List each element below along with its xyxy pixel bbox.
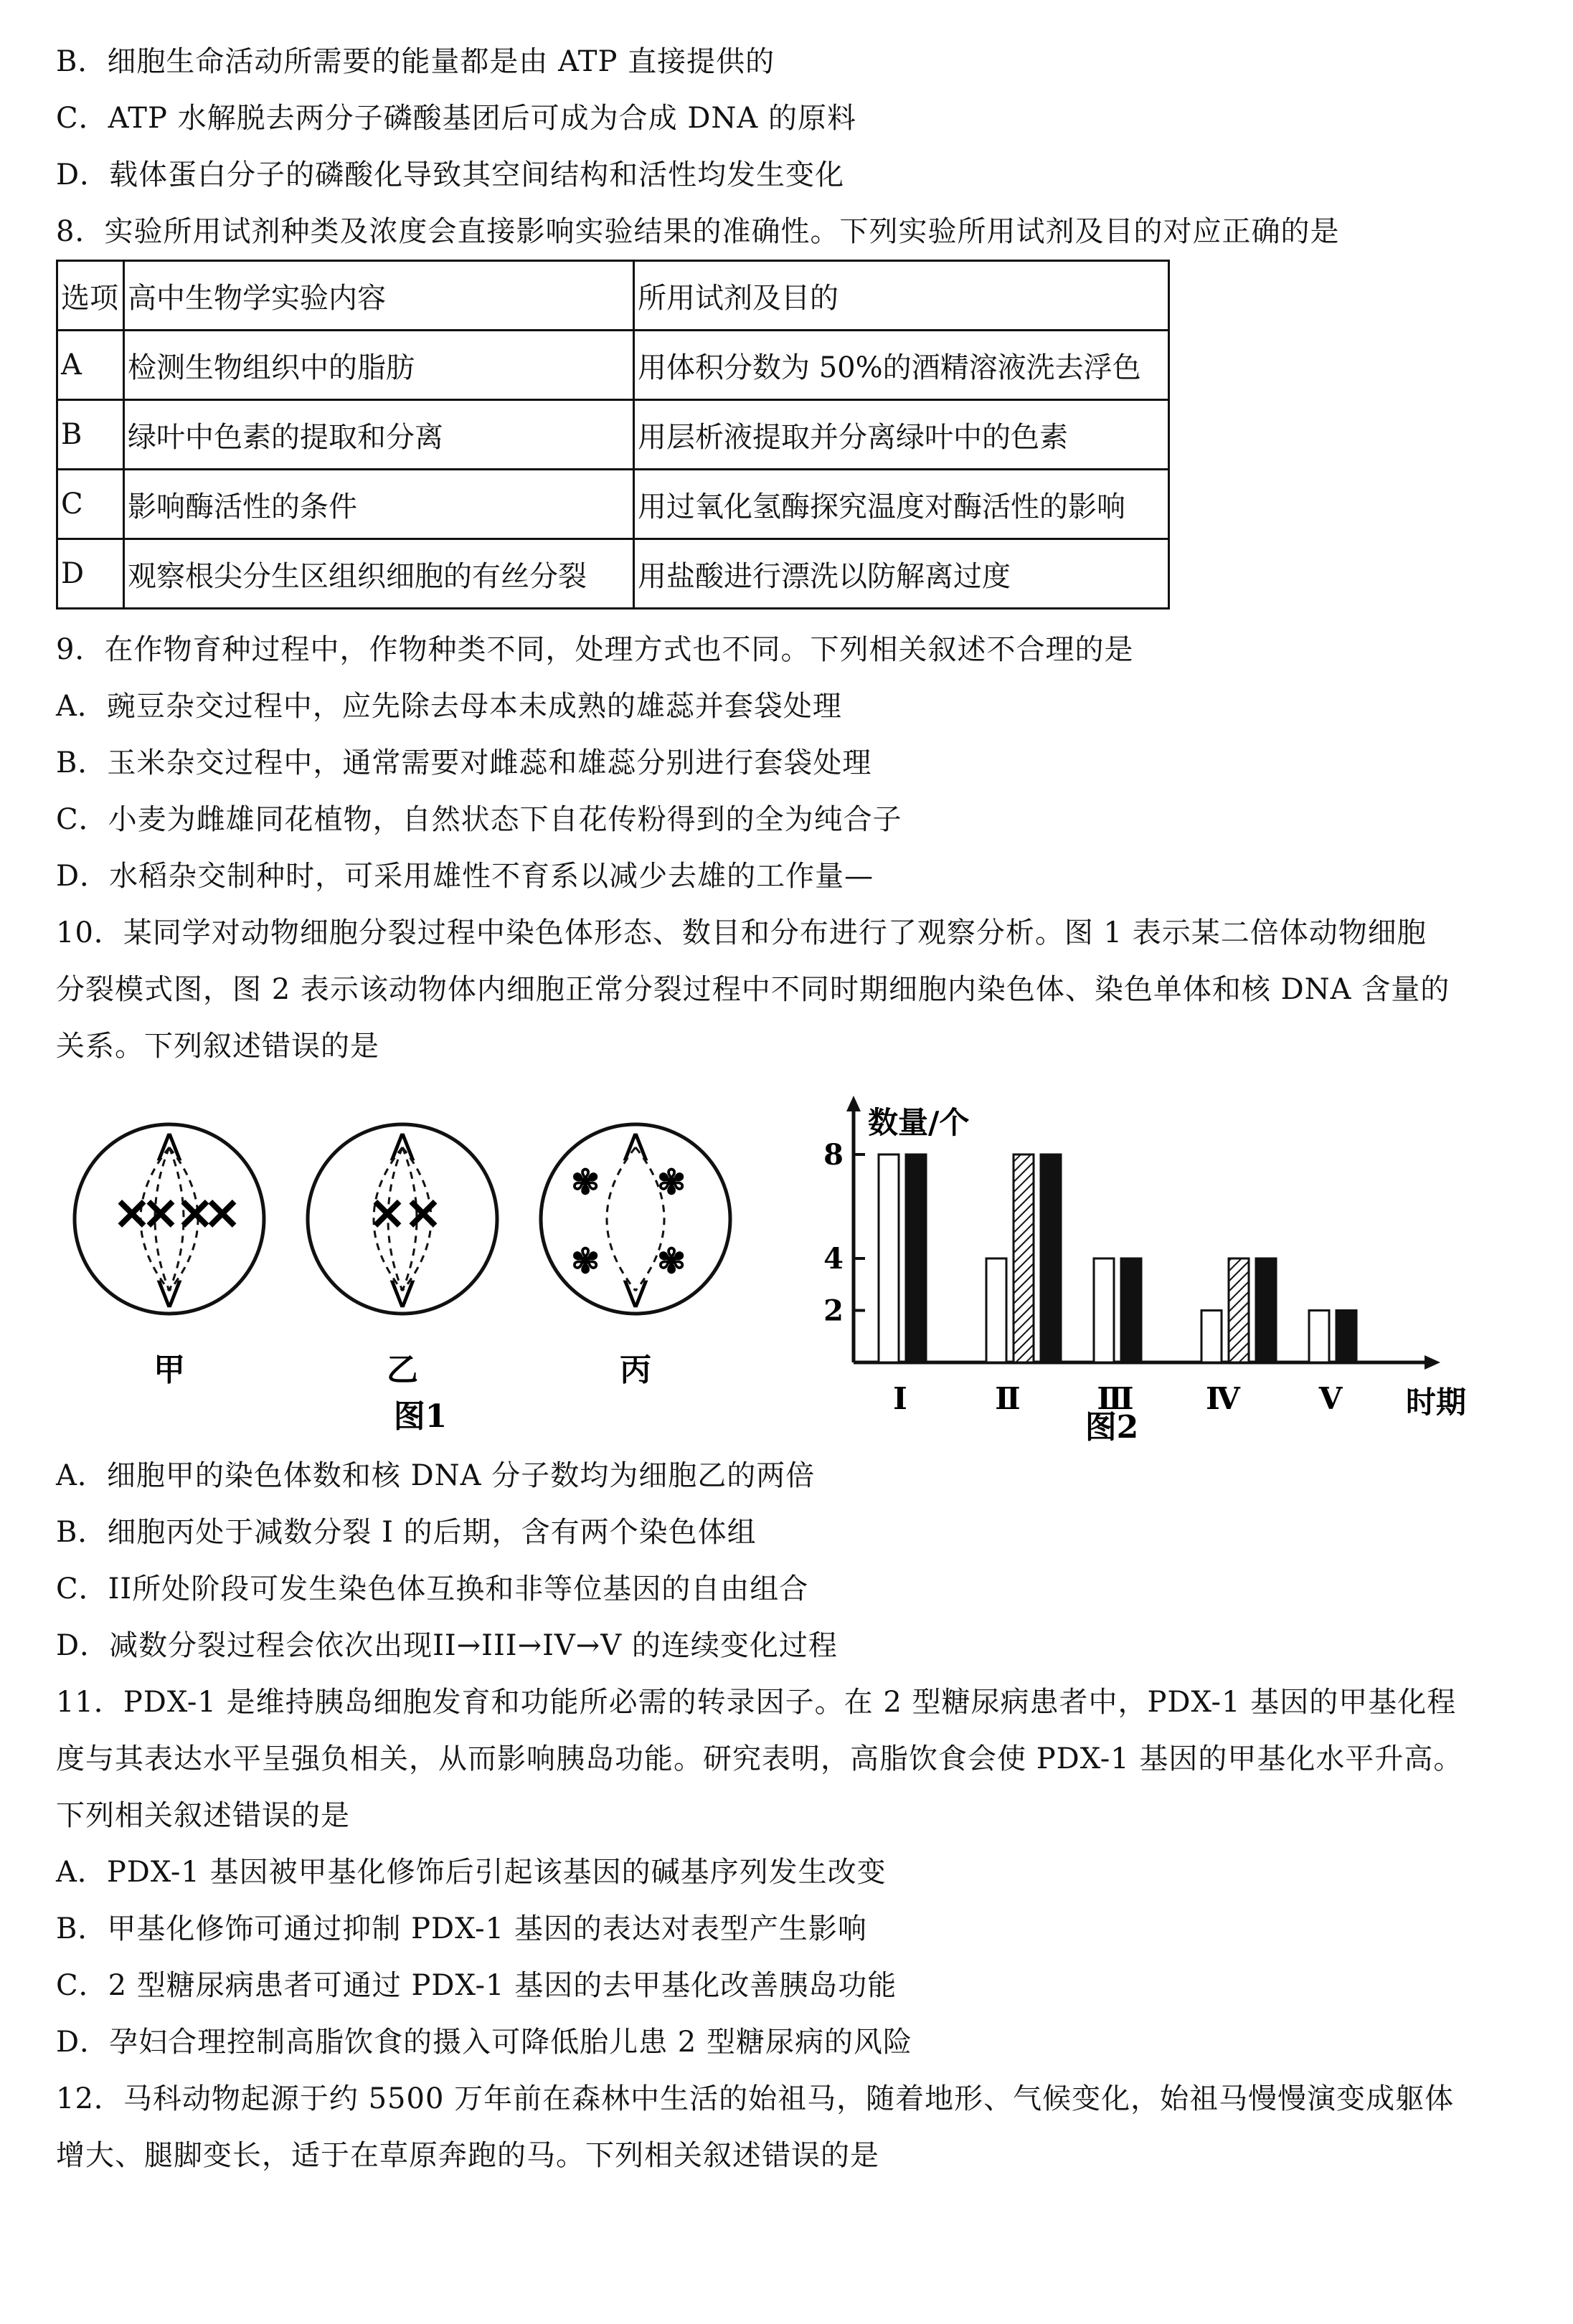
q11-stem-line: 11．PDX-1 是维持胰岛细胞发育和功能所必需的转录因子。在 2 型糖尿病患者中，PDX-1 基因的甲基化程 xyxy=(56,1686,1457,1719)
table-cell: 影响酶活性的条件 xyxy=(124,470,634,539)
svg-text:✕: ✕ xyxy=(204,1188,241,1241)
bar-white xyxy=(1094,1258,1114,1362)
table-cell: 用过氧化氢酶探究温度对酶活性的影响 xyxy=(634,470,1169,539)
table-header-row xyxy=(57,261,1169,331)
svg-text:✾: ✾ xyxy=(571,1241,600,1281)
y-tick-label: 2 xyxy=(823,1294,844,1328)
q9-stem: 9．在作物育种过程中，作物种类不同，处理方式也不同。下列相关叙述不合理的是 xyxy=(56,633,1134,666)
q10-stem-line: 关系。下列叙述错误的是 xyxy=(56,1030,379,1063)
q12-stem-line: 12．马科动物起源于约 5500 万年前在森林中生活的始祖马，随着地形、气候变化，始祖马慢慢演变成躯体 xyxy=(56,2082,1455,2115)
bar-black xyxy=(1336,1311,1356,1363)
x-category-label: Ⅳ xyxy=(1206,1381,1240,1416)
cell-label: 乙 xyxy=(387,1352,418,1388)
svg-text:⋀: ⋀ xyxy=(157,1128,181,1162)
svg-text:✕: ✕ xyxy=(369,1188,406,1241)
bar-white xyxy=(1309,1311,1329,1363)
figure-2-caption: 图2 xyxy=(1085,1409,1139,1446)
table-row xyxy=(57,539,1169,609)
y-tick-label: 8 xyxy=(823,1138,844,1172)
cell-jia-diagram xyxy=(75,1124,264,1314)
q9-option-b: B．玉米杂交过程中，通常需要对雌蕊和雄蕊分别进行套袋处理 xyxy=(56,746,872,779)
y-axis-arrow-icon xyxy=(846,1096,861,1111)
table-cell: 检测生物组织中的脂肪 xyxy=(124,331,634,400)
svg-text:✾: ✾ xyxy=(571,1162,600,1203)
svg-text:⋁: ⋁ xyxy=(157,1275,181,1309)
bar-white xyxy=(879,1154,899,1362)
svg-text:✾: ✾ xyxy=(657,1162,686,1203)
x-category-label: Ⅱ xyxy=(995,1381,1021,1416)
table-cell: D xyxy=(57,539,124,609)
svg-text:✕: ✕ xyxy=(113,1188,151,1241)
bar-black xyxy=(906,1154,926,1362)
figure-1-caption: 图1 xyxy=(393,1398,448,1435)
figure-2-chart xyxy=(811,1090,1467,1446)
table-cell: 绿叶中色素的提取和分离 xyxy=(124,400,634,470)
q11-option-b: B．甲基化修饰可通过抑制 PDX-1 基因的表达对表型产生影响 xyxy=(56,1912,867,1945)
q10-option-b: B．细胞丙处于减数分裂 I 的后期，含有两个染色体组 xyxy=(56,1516,757,1549)
y-tick-label: 4 xyxy=(823,1242,844,1276)
table-header-cell: 所用试剂及目的 xyxy=(634,261,1169,331)
svg-text:⋁: ⋁ xyxy=(623,1275,648,1309)
table-header-cell: 选项 xyxy=(57,261,124,331)
q8-stem: 8．实验所用试剂种类及浓度会直接影响实验结果的准确性。下列实验所用试剂及目的对应正确的是 xyxy=(56,215,1340,248)
table-cell: 观察根尖分生区组织细胞的有丝分裂 xyxy=(124,539,634,609)
q9-option-d: D．水稻杂交制种时，可采用雄性不育系以减少去雄的工作量— xyxy=(56,860,874,893)
svg-text:✕: ✕ xyxy=(405,1188,442,1241)
q11-stem-line: 下列相关叙述错误的是 xyxy=(56,1799,350,1832)
q11-option-c: C．2 型糖尿病患者可通过 PDX-1 基因的去甲基化改善胰岛功能 xyxy=(56,1969,897,2002)
bar-white xyxy=(986,1258,1006,1362)
svg-text:✕: ✕ xyxy=(176,1188,214,1241)
bar-white xyxy=(1201,1311,1222,1363)
table-cell: 用体积分数为 50%的酒精溶液洗去浮色 xyxy=(634,331,1169,400)
bar-black xyxy=(1121,1258,1141,1362)
q11-option-d: D．孕妇合理控制高脂饮食的摄入可降低胎儿患 2 型糖尿病的风险 xyxy=(56,2026,912,2059)
svg-text:⋀: ⋀ xyxy=(390,1128,415,1162)
table-row xyxy=(57,331,1169,400)
table-cell: A xyxy=(57,331,124,400)
table-header-cell: 高中生物学实验内容 xyxy=(124,261,634,331)
q11-stem-line: 度与其表达水平呈强负相关，从而影响胰岛功能。研究表明，高脂饮食会使 PDX-1 基因的甲基化水平升高。 xyxy=(56,1742,1463,1775)
cell-label: 丙 xyxy=(620,1352,651,1388)
figure-1 xyxy=(69,1097,786,1441)
q9-option-c: C．小麦为雌雄同花植物，自然状态下自花传粉得到的全为纯合子 xyxy=(56,803,902,836)
table-row xyxy=(57,470,1169,539)
x-axis-arrow-icon xyxy=(1425,1355,1440,1370)
svg-text:⋁: ⋁ xyxy=(390,1275,415,1309)
table-cell: B xyxy=(57,400,124,470)
x-category-label: Ⅴ xyxy=(1318,1381,1343,1416)
q7-option-d: D．载体蛋白分子的磷酸化导致其空间结构和活性均发生变化 xyxy=(56,158,845,191)
table-cell: C xyxy=(57,470,124,539)
table-cell: 用层析液提取并分离绿叶中的色素 xyxy=(634,400,1169,470)
q7-option-b: B．细胞生命活动所需要的能量都是由 ATP 直接提供的 xyxy=(56,45,775,78)
cell-label: 甲 xyxy=(153,1352,185,1388)
table-row xyxy=(57,400,1169,470)
cell-yi-diagram xyxy=(308,1124,497,1314)
bar-hatched xyxy=(1229,1258,1249,1362)
q9-option-a: A．豌豆杂交过程中，应先除去母本未成熟的雄蕊并套袋处理 xyxy=(56,690,842,723)
bar-hatched xyxy=(1014,1154,1034,1362)
x-axis-label: 时期 xyxy=(1406,1385,1467,1420)
q10-option-a: A．细胞甲的染色体数和核 DNA 分子数均为细胞乙的两倍 xyxy=(56,1459,816,1492)
table-cell: 用盐酸进行漂洗以防解离过度 xyxy=(634,539,1169,609)
q10-option-d: D．减数分裂过程会依次出现II→III→IV→V 的连续变化过程 xyxy=(56,1629,838,1662)
x-category-label: Ⅰ xyxy=(893,1381,907,1416)
q12-stem-line: 增大、腿脚变长，适于在草原奔跑的马。下列相关叙述错误的是 xyxy=(56,2139,879,2172)
svg-text:✾: ✾ xyxy=(657,1241,686,1281)
bar-black xyxy=(1256,1258,1276,1362)
q11-option-a: A．PDX-1 基因被甲基化修饰后引起该基因的碱基序列发生改变 xyxy=(56,1856,887,1889)
q10-stem-line: 10．某同学对动物细胞分裂过程中染色体形态、数目和分布进行了观察分析。图 1 表示某二倍体动物细胞 xyxy=(56,916,1427,949)
q8-table xyxy=(56,260,1170,610)
bar-black xyxy=(1041,1154,1061,1362)
q10-stem-line: 分裂模式图，图 2 表示该动物体内细胞正常分裂过程中不同时期细胞内染色体、染色单体和核 DNA 含量的 xyxy=(56,973,1450,1006)
svg-text:✕: ✕ xyxy=(142,1188,179,1241)
svg-text:⋀: ⋀ xyxy=(623,1128,648,1162)
q10-option-c: C．II所处阶段可发生染色体互换和非等位基因的自由组合 xyxy=(56,1573,809,1606)
y-axis-label: 数量/个 xyxy=(868,1105,970,1140)
x-category-label: Ⅲ xyxy=(1097,1381,1134,1416)
q7-option-c: C．ATP 水解脱去两分子磷酸基团后可成为合成 DNA 的原料 xyxy=(56,102,856,135)
cell-bing-diagram xyxy=(541,1124,730,1314)
